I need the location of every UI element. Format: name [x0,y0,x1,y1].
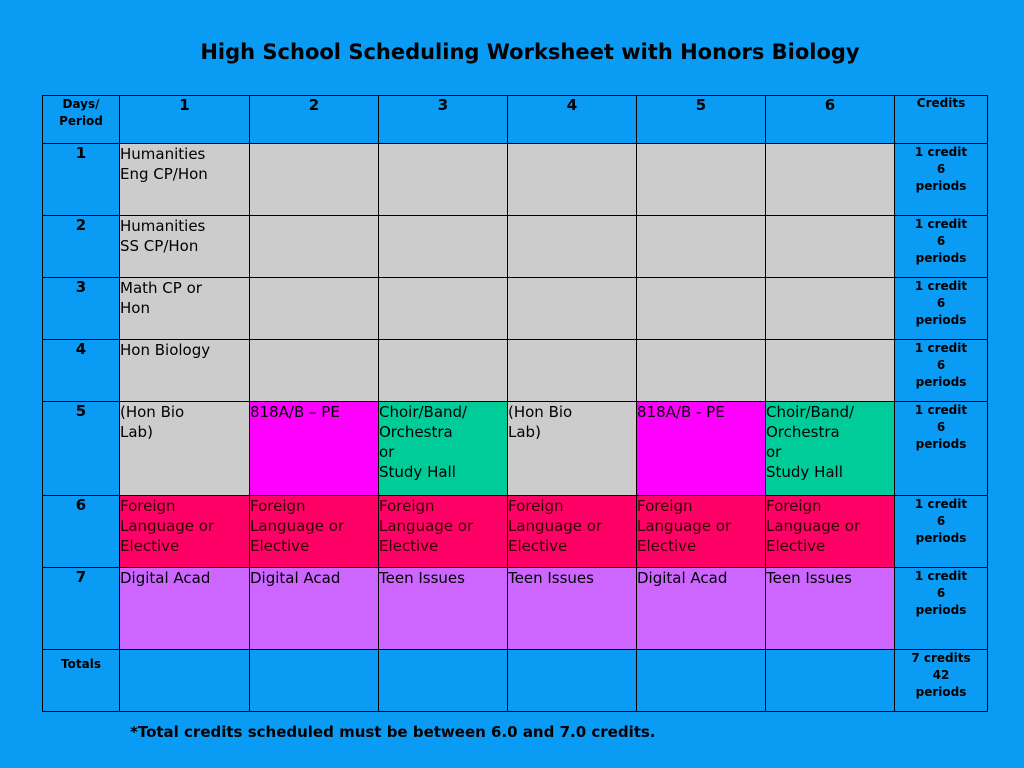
schedule-cell [508,144,637,216]
totals-label: Totals [43,650,120,712]
header-row [43,96,988,144]
schedule-cell: Digital Acad [637,568,766,650]
schedule-cell [637,340,766,402]
credit-cell: 1 credit 6 periods [895,402,988,496]
schedule-cell [637,278,766,340]
schedule-cell: (Hon Bio Lab) [508,402,637,496]
schedule-cell: Foreign Language or Elective [508,496,637,568]
schedule-cell [637,216,766,278]
table-row [43,216,988,278]
day-header: 4 [508,96,637,144]
schedule-cell: Humanities SS CP/Hon [120,216,250,278]
schedule-cell: Math CP or Hon [120,278,250,340]
schedule-cell: (Hon Bio Lab) [120,402,250,496]
period-label: 4 [43,340,120,402]
schedule-cell [379,340,508,402]
schedule-cell [250,340,379,402]
schedule-cell: Foreign Language or Elective [379,496,508,568]
credits-header: Credits [895,96,988,144]
table-row [43,144,988,216]
credit-cell: 1 credit 6 periods [895,340,988,402]
period-label: 7 [43,568,120,650]
footnote: *Total credits scheduled must be between 6.0 and 7.0 credits. [130,723,656,741]
table-row [43,340,988,402]
totals-cell [379,650,508,712]
period-label: 3 [43,278,120,340]
schedule-cell [379,216,508,278]
schedule-cell: Teen Issues [766,568,895,650]
schedule-cell [250,278,379,340]
schedule-cell: Humanities Eng CP/Hon [120,144,250,216]
totals-cell [250,650,379,712]
schedule-cell [508,216,637,278]
schedule-table [42,95,988,712]
schedule-cell: 818A/B - PE [637,402,766,496]
day-header: 3 [379,96,508,144]
totals-row [43,650,988,712]
table-row [43,496,988,568]
day-header: 6 [766,96,895,144]
page-title: High School Scheduling Worksheet with Honors Biology [200,40,860,64]
schedule-cell [766,340,895,402]
schedule-cell [766,278,895,340]
table-row [43,568,988,650]
table-row [43,402,988,496]
schedule-cell: Digital Acad [250,568,379,650]
days-period-header: Days/ Period [43,96,120,144]
totals-cell [120,650,250,712]
schedule-cell: Choir/Band/ Orchestra or Study Hall [379,402,508,496]
period-label: 6 [43,496,120,568]
schedule-cell [766,216,895,278]
credit-cell: 1 credit 6 periods [895,216,988,278]
schedule-cell: Foreign Language or Elective [766,496,895,568]
day-header: 1 [120,96,250,144]
schedule-cell [250,216,379,278]
schedule-cell: Choir/Band/ Orchestra or Study Hall [766,402,895,496]
schedule-cell: Foreign Language or Elective [250,496,379,568]
schedule-cell: Teen Issues [379,568,508,650]
schedule-cell: 818A/B – PE [250,402,379,496]
schedule-cell: Teen Issues [508,568,637,650]
schedule-cell [508,278,637,340]
schedule-cell: Hon Biology [120,340,250,402]
schedule-cell [379,278,508,340]
totals-cell [508,650,637,712]
period-label: 2 [43,216,120,278]
credit-cell: 1 credit 6 periods [895,278,988,340]
credit-cell: 1 credit 6 periods [895,568,988,650]
day-header: 5 [637,96,766,144]
schedule-cell [250,144,379,216]
schedule-cell [508,340,637,402]
totals-cell [637,650,766,712]
period-label: 5 [43,402,120,496]
table-row [43,278,988,340]
period-label: 1 [43,144,120,216]
schedule-cell: Foreign Language or Elective [120,496,250,568]
credit-cell: 1 credit 6 periods [895,144,988,216]
schedule-cell [379,144,508,216]
schedule-cell: Digital Acad [120,568,250,650]
day-header: 2 [250,96,379,144]
schedule-cell [766,144,895,216]
schedule-cell: Foreign Language or Elective [637,496,766,568]
totals-cell [766,650,895,712]
totals-credit: 7 credits 42 periods [895,650,988,712]
schedule-cell [637,144,766,216]
credit-cell: 1 credit 6 periods [895,496,988,568]
